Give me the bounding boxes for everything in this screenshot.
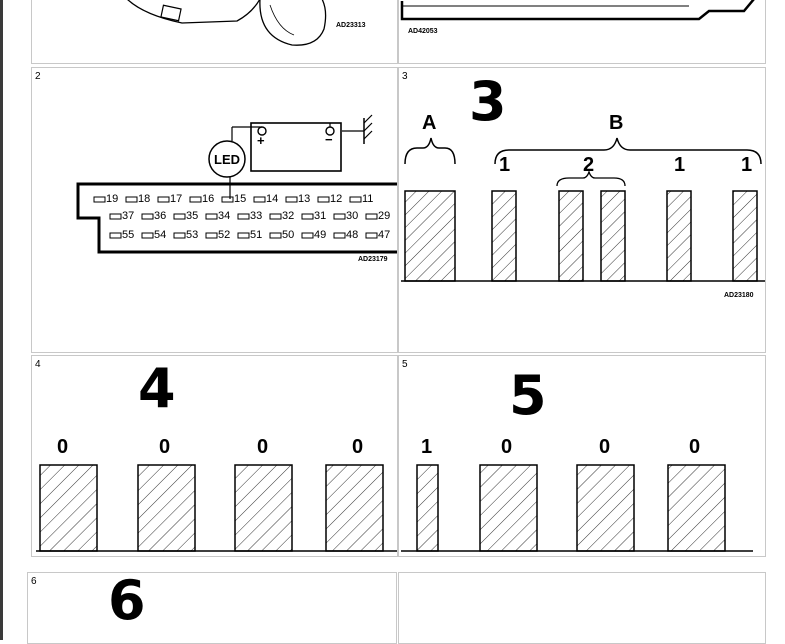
pin-number: 11 [362,193,374,205]
led-label: LED [214,152,240,167]
pin-socket [302,214,313,219]
panel-number: 3 [402,71,408,82]
panel-number: 6 [31,576,37,587]
pin-socket [238,214,249,219]
pin-socket [110,214,121,219]
pin-socket [158,197,169,202]
pin-number: 37 [122,210,135,222]
group-count-label: 2 [583,154,595,176]
pulse-diagram [399,356,765,556]
pin-socket [206,233,217,238]
pin-number: 18 [138,193,151,205]
group-count-label: 1 [741,154,753,176]
bit-label: 0 [257,436,269,458]
pin-socket [334,214,345,219]
panel-heading-number: 5 [509,364,547,427]
pin-number: 29 [378,210,391,222]
pulse-diagram [399,68,765,352]
pin-number: 32 [282,210,295,222]
panel-number: 2 [35,71,41,82]
pin-number: 17 [170,193,183,205]
pin-number: 55 [122,229,135,241]
panel-number: 4 [35,359,41,370]
pin-number: 48 [346,229,359,241]
panel-heading-number: 3 [469,70,507,133]
bit-label: 1 [421,436,433,458]
figure-code: AD23179 [358,256,388,263]
bit-label: 0 [689,436,701,458]
car-fragment-illustration [32,0,397,63]
pin-number: 19 [106,193,119,205]
connector-fragment-illustration [399,0,765,63]
pin-socket [366,233,377,238]
pin-number: 12 [330,193,343,205]
connector-pin-diagram [32,68,397,352]
panel-top-right [398,0,766,64]
pin-number: 49 [314,229,327,241]
window-edge [0,0,3,640]
figure-code: AD42053 [408,28,438,35]
pin-socket [270,214,281,219]
pin-number: 30 [346,210,359,222]
brace-a-label: A [422,112,437,134]
pin-number: 14 [266,193,279,205]
panel-heading-number: 4 [138,357,176,420]
bit-label: 0 [57,436,69,458]
bit-label: 0 [599,436,611,458]
pin-number: 47 [378,229,391,241]
pin-socket [142,214,153,219]
group-count-label: 1 [499,154,511,176]
pin-socket [126,197,137,202]
panel-4 [31,355,398,557]
pin-socket [366,214,377,219]
pin-number: 53 [186,229,199,241]
pin-number: 13 [298,193,311,205]
pin-number: 54 [154,229,167,241]
pin-socket [110,233,121,238]
pin-socket [174,214,185,219]
pin-socket [222,197,233,202]
pin-number: 50 [282,229,295,241]
pin-number: 36 [154,210,167,222]
panel-top-left [31,0,398,64]
panel-number: 5 [402,359,408,370]
pin-number: 33 [250,210,263,222]
figure-code: AD23180 [724,292,754,299]
bit-label: 0 [159,436,171,458]
pin-socket [334,233,345,238]
pin-socket [174,233,185,238]
pin-number: 34 [218,210,231,222]
brace-b-label: B [609,112,624,134]
bit-label: 0 [352,436,364,458]
pin-socket [206,214,217,219]
pulse-diagram [32,356,397,556]
pin-number: 52 [218,229,231,241]
pin-number: 15 [234,193,247,205]
panel-5 [398,355,766,557]
pin-number: 51 [250,229,263,241]
plus-terminal-label: + [257,133,265,148]
panel-3 [398,67,766,353]
pin-socket [318,197,329,202]
group-count-label: 1 [674,154,686,176]
pin-socket [286,197,297,202]
panel-empty [398,572,766,644]
panel-6 [27,572,397,644]
figure-code: AD23313 [336,22,366,29]
pin-number: 31 [314,210,327,222]
panel-heading-number: 6 [108,572,146,632]
minus-terminal-label: − [325,132,333,147]
pin-number: 16 [202,193,215,205]
pin-socket [270,233,281,238]
panel-2 [31,67,398,353]
pin-socket [142,233,153,238]
bit-label: 0 [501,436,513,458]
pin-socket [190,197,201,202]
pin-socket [94,197,105,202]
pin-socket [302,233,313,238]
pin-socket [350,197,361,202]
pin-number: 35 [186,210,199,222]
pin-socket [238,233,249,238]
pin-socket [254,197,265,202]
